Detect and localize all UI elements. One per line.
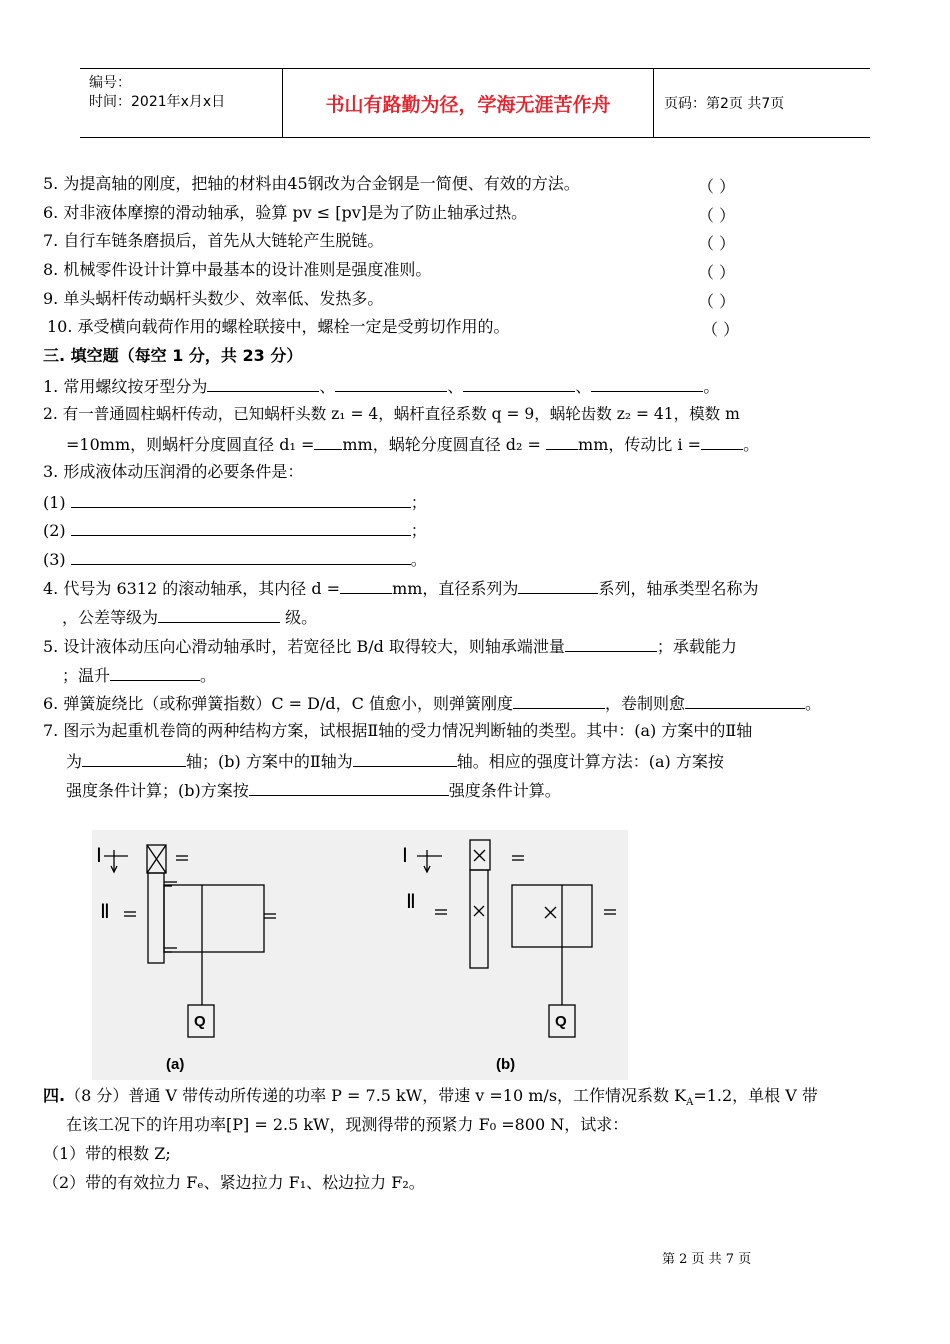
section4-title: 四.: [43, 1086, 66, 1105]
q4-text2: mm，直径系列为: [392, 579, 519, 598]
blank[interactable]: [353, 750, 457, 767]
item-label: (1): [43, 493, 66, 512]
answer-paren: （ ）: [698, 263, 736, 282]
item-label: (2): [43, 521, 66, 540]
gear-a: [148, 873, 164, 963]
ka-subscript: A: [686, 1097, 694, 1109]
shaft1-label-b: Ⅰ: [402, 845, 408, 867]
q4-text3: 系列，轴承类型名称为: [598, 579, 759, 598]
gear-b: [470, 870, 488, 968]
drum-structure-figure: [92, 830, 628, 1080]
q2-text2: mm，蜗轮分度圆直径 d₂ =: [342, 435, 541, 454]
load-label-a: Q: [194, 1013, 206, 1030]
blank[interactable]: [158, 606, 280, 623]
fill-q1: 1. 常用螺纹按牙型分为 、 、 、 。: [43, 377, 720, 396]
blank[interactable]: [463, 375, 575, 392]
fill-q3: 3. 形成液体动压润滑的必要条件是：: [43, 462, 304, 481]
section4-text1: （8 分）普通 V 带传动所传递的功率 P = 7.5 kW，带速 v =10 m/s，工作情况系数 K: [65, 1086, 687, 1105]
date-label: 时间：2021年x月x日: [89, 94, 226, 110]
blank[interactable]: [207, 375, 319, 392]
judge-q7: 7. 自行车链条磨损后，首先从大链轮产生脱链。: [43, 231, 384, 250]
blank[interactable]: [71, 519, 411, 536]
load-label-b: Q: [555, 1013, 567, 1030]
answer-paren: （ ）: [702, 320, 740, 339]
q7-text5: 强度条件计算。: [448, 781, 561, 800]
blank[interactable]: [565, 635, 657, 652]
answer-paren: （ ）: [698, 177, 736, 196]
q2-text1: =10mm，则蜗杆分度圆直径 d₁ =: [66, 435, 315, 454]
number-label: 编号：: [89, 75, 131, 91]
q2-text3: mm，传动比 i =: [578, 435, 702, 454]
blank[interactable]: [71, 491, 411, 508]
section3-title: 三. 填空题（每空 1 分，共 23 分）: [43, 346, 303, 365]
section4-line1: [43, 1086, 818, 1113]
section4-line2: 在该工况下的许用功率[P] = 2.5 kW，现测得带的预紧力 F₀ =800 N，试求：: [66, 1115, 629, 1134]
q7-text3: 轴。相应的强度计算方法：(a) 方案按: [456, 752, 724, 771]
shaft1-label-a: Ⅰ: [96, 845, 102, 867]
fill-q2-line1: 2. 有一普通圆柱蜗杆传动，已知蜗杆头数 z₁ = 4，蜗杆直径系数 q = 9，蜗轮齿数 z₂ = 41，模数 m: [43, 405, 740, 423]
page-header: [80, 68, 870, 138]
blank[interactable]: [249, 779, 449, 796]
section4-item2: （2）带的有效拉力 Fₑ、紧边拉力 F₁、松边拉力 F₂。: [43, 1173, 425, 1192]
answer-paren: （ ）: [698, 234, 736, 253]
blank[interactable]: [685, 692, 805, 709]
fill-q5-line1: [43, 635, 737, 657]
drum-b: [512, 885, 592, 947]
q7-text4: 强度条件计算；(b)方案按: [66, 781, 249, 800]
blank[interactable]: [546, 433, 578, 450]
answer-paren: （ ）: [698, 292, 736, 311]
drum-diagram-svg: [92, 830, 628, 1080]
q5-text2: ；承载能力: [656, 637, 737, 656]
section4-item1: （1）带的根数 Z;: [43, 1144, 171, 1163]
section4-text1-end: =1.2，单根 V 带: [693, 1086, 818, 1105]
fill-q4-line1: [43, 577, 758, 599]
judge-q9: 9. 单头蜗杆传动蜗杆头数少、效率低、发热多。: [43, 289, 384, 308]
blank[interactable]: [110, 664, 200, 681]
fill-q6: 6. 弹簧旋绕比（或称弹簧指数）C = D/d，C 值愈小，则弹簧刚度 ，卷制则愈 。: [43, 694, 821, 713]
judge-q8: 8. 机械零件设计计算中最基本的设计准则是强度准则。: [43, 260, 432, 279]
fill-q2-line2: =10mm，则蜗杆分度圆直径 d₁ = mm，蜗轮分度圆直径 d₂ = mm，传动比 i = 。: [66, 435, 760, 454]
q6-text2: ，卷制则愈: [604, 694, 685, 713]
fill-q3-1: (1) ；: [43, 493, 427, 512]
fill-q3-3: (3) 。: [43, 550, 427, 569]
fill-q3-2: (2) ；: [43, 521, 427, 540]
fill-q7-line1: 7. 图示为起重机卷筒的两种结构方案，试根据Ⅱ轴的受力情况判断轴的类型。其中：(a) 方案中的Ⅱ轴: [43, 721, 753, 740]
judge-q10: 10. 承受横向载荷作用的螺栓联接中，螺栓一定是受剪切作用的。: [47, 317, 510, 336]
header-meta: [80, 69, 283, 137]
blank[interactable]: [335, 375, 447, 392]
blank[interactable]: [513, 692, 605, 709]
q5-text1: 5. 设计液体动压向心滑动轴承时，若宽径比 B/d 取得较大，则轴承端泄量: [43, 637, 565, 656]
caption-a: (a): [166, 1056, 185, 1073]
judge-q5: 5. 为提高轴的刚度，把轴的材料由45钢改为合金钢是一简便、有效的方法。: [43, 174, 580, 193]
page-footer: 第 2 页 共 7 页: [662, 1252, 752, 1267]
blank[interactable]: [701, 433, 743, 450]
fill-q7-line3: [66, 779, 561, 801]
q5-text3: ；温升: [62, 666, 111, 685]
fill-q4-line2: [62, 606, 317, 628]
q7-text2: 轴；(b) 方案中的Ⅱ轴为: [186, 752, 353, 771]
fill-q7-line2: [66, 750, 724, 772]
q4-text5: 级。: [285, 608, 318, 627]
blank[interactable]: [591, 375, 703, 392]
blank[interactable]: [340, 577, 392, 594]
header-motto: 书山有路勤为径，学海无涯苦作舟: [283, 69, 654, 137]
judge-q6: 6. 对非液体摩擦的滑动轴承，验算 pv ≤ [pv]是为了防止轴承过热。: [43, 203, 528, 222]
blank[interactable]: [518, 577, 598, 594]
caption-b: (b): [496, 1056, 516, 1073]
header-page-label: 页码：第2页 共7页: [664, 96, 785, 112]
q7-text1: 为: [66, 752, 83, 771]
blank[interactable]: [314, 433, 342, 450]
blank[interactable]: [71, 548, 411, 565]
item-label: (3): [43, 550, 66, 569]
shaft2-label-a: Ⅱ: [100, 901, 110, 923]
fill-q5-line2: ；温升 。: [62, 666, 217, 685]
drum-a: [164, 885, 264, 952]
fill-q1-text: 1. 常用螺纹按牙型分为: [43, 377, 208, 396]
answer-paren: （ ）: [698, 206, 736, 225]
q6-text1: 6. 弹簧旋绕比（或称弹簧指数）C = D/d，C 值愈小，则弹簧刚度: [43, 694, 513, 713]
q4-text4: ，公差等级为: [62, 608, 159, 627]
shaft2-label-b: Ⅱ: [406, 891, 416, 913]
blank[interactable]: [82, 750, 186, 767]
q4-text1: 4. 代号为 6312 的滚动轴承，其内径 d =: [43, 579, 341, 598]
